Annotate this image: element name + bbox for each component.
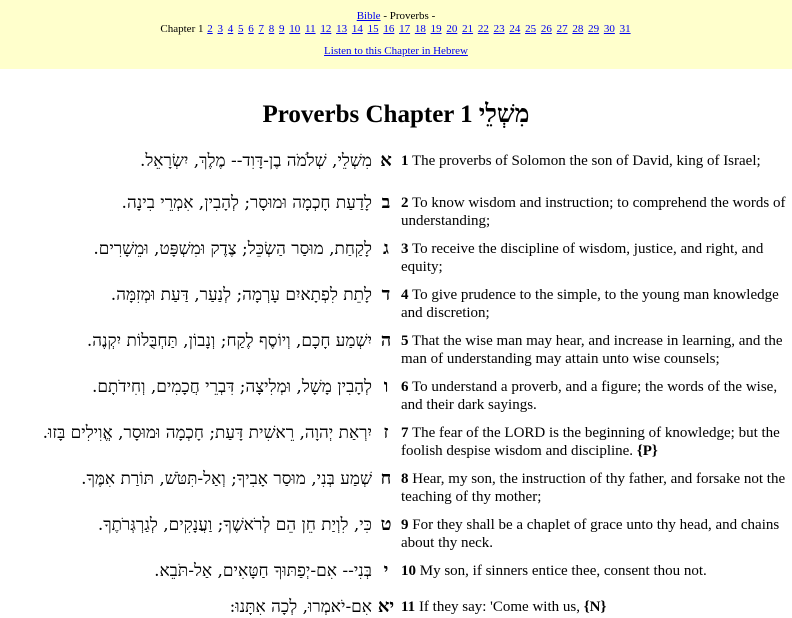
verse-english — [401, 240, 789, 276]
verse-english-text: To understand a proverb, and a figure; the words of the wise, and their dark sayings. — [401, 379, 778, 413]
verse-english — [401, 286, 789, 322]
breadcrumb — [0, 0, 792, 23]
verse-hebrew-number: ב — [381, 192, 391, 213]
verse-english-text: Hear, my son, the instruction of thy father, and forsake not the teaching of thy mother; — [401, 471, 786, 505]
page-title — [0, 96, 792, 133]
section-marker: {N} — [583, 599, 607, 615]
verse-hebrew-number: ט — [380, 514, 392, 535]
verse-number: 1 — [401, 153, 409, 169]
chapter-link-21[interactable]: 21 — [462, 23, 474, 35]
verse-english-text: The fear of the LORD is the beginning of knowledge; but the foolish despise wisdom and discipline. — [401, 425, 780, 459]
chapter-link-7[interactable]: 7 — [258, 23, 264, 35]
verse-english — [401, 194, 789, 230]
verse-english-text: That the wise man may hear, and increase in learning, and the man of understanding may attain unto wise counsels; — [401, 333, 783, 367]
chapter-link-27[interactable]: 27 — [556, 23, 568, 35]
chapter-link-14[interactable]: 14 — [351, 23, 363, 35]
verse-hebrew-number: ח — [380, 468, 392, 489]
verse-hebrew-text: מִשְׁלֵי, שְׁלֹמֹה בֶן-דָּוִד-- מֶלֶךְ, יִשְׂרָאֵל. — [139, 151, 372, 171]
chapter-link-9[interactable]: 9 — [278, 23, 285, 35]
book-name: Proverbs — [389, 10, 429, 22]
verse-english-text: For they shall be a chaplet of grace unto thy head, and chains about thy neck. — [401, 517, 780, 551]
verse-number: 7 — [401, 425, 409, 441]
chapter-link-28[interactable]: 28 — [572, 23, 584, 35]
verse-english — [401, 152, 789, 170]
bible-link[interactable]: Bible — [356, 10, 381, 22]
verse-hebrew-number: ג — [383, 238, 389, 259]
chapter-link-23[interactable]: 23 — [493, 23, 505, 35]
verse-english-text: The proverbs of Solomon the son of David, king of Israel; — [411, 153, 761, 169]
verse-english — [401, 598, 789, 616]
verse-hebrew-text: יִשְׁמַע חָכָם, וְיוֹסֶף לֶקַח; וְנָבוֹן, תַּחְבֻּלוֹת יִקְנֶה. — [86, 331, 372, 351]
verse-hebrew-number: ד — [381, 284, 391, 305]
page-title-hebrew: מִשְׁלֵי — [478, 99, 530, 128]
verse-english — [401, 516, 789, 552]
current-chapter: Chapter 1 — [160, 23, 204, 35]
chapter-link-25[interactable]: 25 — [525, 23, 537, 35]
chapter-link-8[interactable]: 8 — [268, 23, 275, 35]
verse-hebrew-text: לָקַחַת, מוּסַר הַשְׂכֵּל; צֶדֶק וּמִשְׁפָּט, וּמֵשָׁרִים. — [93, 239, 372, 259]
chapter-link-19[interactable]: 19 — [430, 23, 442, 35]
verse-number: 9 — [401, 517, 409, 533]
verse-hebrew-text: בְּנִי-- אִם-יְפַתּוּךָ חַטָּאִים, אַל-תֹּבֵא. — [154, 561, 372, 581]
verse-english — [401, 562, 789, 580]
breadcrumb-separator: - — [428, 10, 436, 22]
chapter-list — [0, 23, 792, 36]
chapter-link-17[interactable]: 17 — [399, 23, 411, 35]
chapter-link-2[interactable]: 2 — [207, 23, 213, 35]
chapter-link-16[interactable]: 16 — [383, 23, 395, 35]
verse-hebrew-number: א — [380, 150, 392, 171]
chapter-link-10[interactable]: 10 — [289, 23, 301, 35]
page-title-english: Proverbs Chapter 1 — [262, 101, 473, 128]
verse-number: 5 — [401, 333, 409, 349]
verse-hebrew-text: אִם-יֹאמְרוּ, לְכָה אִתָּנוּ: — [229, 597, 372, 617]
verse-hebrew-number: ו — [383, 376, 389, 397]
chapter-link-18[interactable]: 18 — [414, 23, 426, 35]
chapter-link-5[interactable]: 5 — [237, 23, 244, 35]
verse-number: 8 — [401, 471, 409, 487]
verse-english — [401, 424, 789, 460]
verse-hebrew-text: לְהָבִין מָשָׁל, וּמְלִיצָה; דִּבְרֵי חֲכָמִים, וְחִידֹתָם. — [92, 377, 372, 397]
breadcrumb-separator: - — [380, 10, 390, 22]
chapter-link-15[interactable]: 15 — [367, 23, 379, 35]
chapter-link-11[interactable]: 11 — [304, 23, 316, 35]
chapter-navigation-bar — [0, 0, 792, 69]
verse-number: 11 — [401, 599, 416, 615]
chapter-link-20[interactable]: 20 — [446, 23, 458, 35]
verse-english-text: To give prudence to the simple, to the young man knowledge and discretion; — [401, 287, 779, 321]
verse-hebrew-number: ז — [383, 422, 389, 443]
verse-english — [401, 332, 789, 368]
chapter-link-3[interactable]: 3 — [217, 23, 223, 35]
chapter-link-6[interactable]: 6 — [248, 23, 254, 35]
chapter-link-12[interactable]: 12 — [320, 23, 332, 35]
verse-hebrew-text: יִרְאַת יְהוָה, רֵאשִׁית דָּעַת; חָכְמָה וּמוּסָר, אֱוִילִים בָּזוּ. — [42, 423, 372, 443]
verse-hebrew-text: שְׁמַע בְּנִי, מוּסַר אָבִיךָ; וְאַל-תִּטֹּשׁ, תּוֹרַת אִמֶּךָ. — [81, 469, 372, 489]
chapter-link-24[interactable]: 24 — [509, 23, 521, 35]
chapter-link-29[interactable]: 29 — [588, 23, 600, 35]
listen-hebrew-link[interactable]: Listen to this Chapter in Hebrew — [324, 45, 468, 57]
verse-hebrew-number: י — [383, 560, 389, 581]
verse-number: 3 — [401, 241, 409, 257]
verse-number: 6 — [401, 379, 409, 395]
verse-hebrew-number: יא — [377, 596, 395, 617]
verse-hebrew-text: כִּי, לִוְיַת חֵן הֵם לְרֹאשֶׁךָ; וַעֲנָקִים, לְגַרְגְּרֹתֶךָ. — [97, 515, 372, 535]
chapter-link-26[interactable]: 26 — [540, 23, 552, 35]
chapter-link-31[interactable]: 31 — [619, 23, 631, 35]
section-marker: {P} — [636, 443, 658, 459]
verse-english — [401, 470, 789, 506]
chapter-link-22[interactable]: 22 — [477, 23, 489, 35]
verse-hebrew-number: ה — [380, 330, 392, 351]
verse-english-text: To receive the discipline of wisdom, justice, and right, and equity; — [401, 241, 764, 275]
verse-hebrew-text: לָתֵת לִפְתָאיִם עָרְמָה; לְנַעַר, דַּעַת וּמְזִמָּה. — [110, 285, 372, 305]
verse-number: 4 — [401, 287, 409, 303]
verse-english-text: To know wisdom and instruction; to comprehend the words of understanding; — [401, 195, 786, 229]
chapter-link-4[interactable]: 4 — [227, 23, 234, 35]
chapter-link-13[interactable]: 13 — [336, 23, 348, 35]
verse-number: 2 — [401, 195, 409, 211]
verse-hebrew-text: לָדַעַת חָכְמָה וּמוּסָר; לְהָבִין, אִמְרֵי בִינָה. — [121, 193, 372, 213]
verse-number: 10 — [401, 563, 416, 579]
chapter-link-30[interactable]: 30 — [603, 23, 615, 35]
verse-english-text: My son, if sinners entice thee, consent thou not. — [419, 563, 707, 579]
verse-english-text: If they say: 'Come with us, — [418, 599, 580, 615]
verse-english — [401, 378, 789, 414]
